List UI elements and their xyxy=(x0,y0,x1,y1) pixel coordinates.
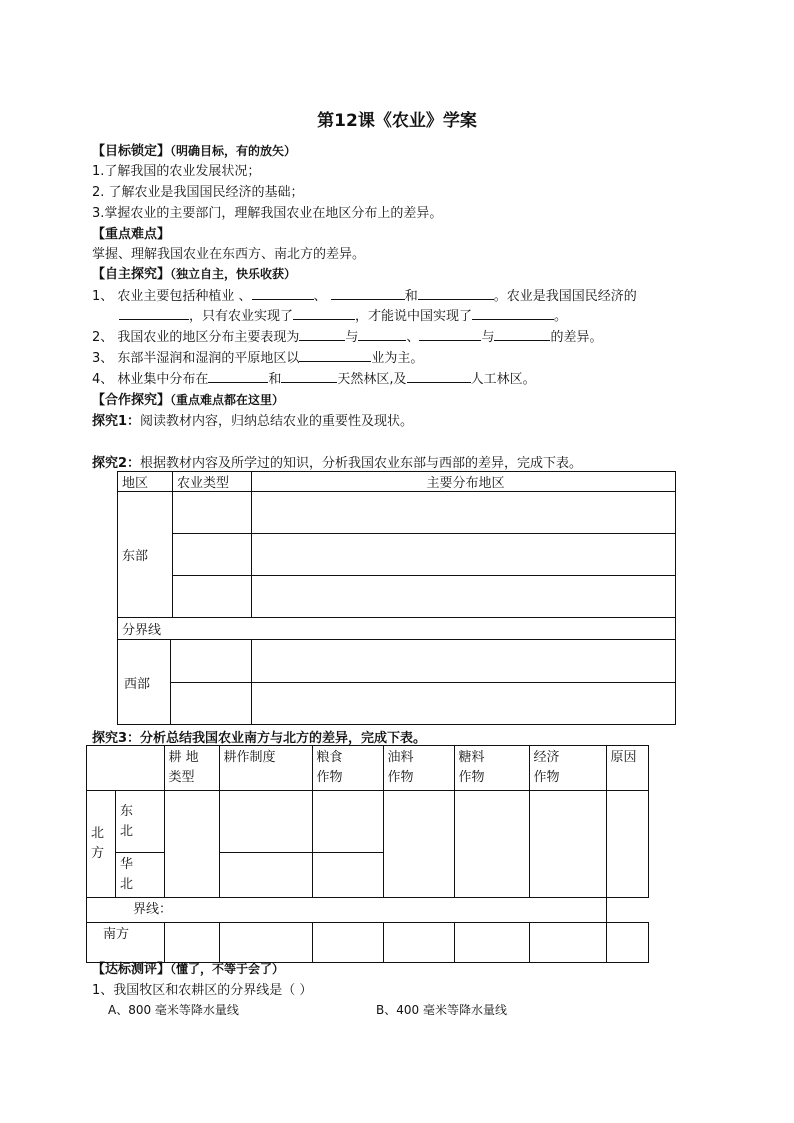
header-cash-crop: 经济 作物 xyxy=(529,746,606,791)
q2-blank-1[interactable] xyxy=(299,329,345,341)
east-area-3[interactable] xyxy=(252,576,676,618)
cell-west: 西部 xyxy=(118,640,171,724)
west-area-2[interactable] xyxy=(252,682,676,724)
question-1-line-2 xyxy=(119,305,567,324)
header-main-area: 主要分布地区 xyxy=(252,472,676,492)
west-subtable xyxy=(118,640,675,724)
cell-northeast: 东 北 xyxy=(116,791,165,853)
header-sugar-crop: 糖料 作物 xyxy=(454,746,529,791)
goal-heading xyxy=(92,140,296,159)
west-type-1[interactable] xyxy=(171,640,252,682)
header-farming-system: 耕作制度 xyxy=(219,746,312,791)
coop-heading-label: 【合作探究】 xyxy=(92,393,171,408)
q4-blank-1[interactable] xyxy=(208,371,268,383)
northeast-farming[interactable] xyxy=(219,791,312,853)
q2-text-a: 2、 我国农业的地区分布主要表现为 xyxy=(92,330,300,345)
q2-text-d: 与 xyxy=(481,330,495,345)
q3-text-a: 3、 东部半湿润和湿润的平原地区以 xyxy=(92,351,300,366)
explore-3: 探究3：分析总结我国农业南方与北方的差异，完成下表。 xyxy=(92,731,427,746)
header-region: 地区 xyxy=(118,472,173,492)
test-question-1: 1、我国牧区和农耕区的分界线是（ ） xyxy=(92,983,313,998)
cell-north: 北 方 xyxy=(87,791,116,898)
test-option-a[interactable]: A、800 毫米等降水量线 xyxy=(108,1003,239,1017)
east-type-2[interactable] xyxy=(173,534,252,576)
q3-text-b: 业为主。 xyxy=(371,351,424,366)
q4-blank-3[interactable] xyxy=(407,371,471,383)
self-heading xyxy=(92,263,296,282)
coop-heading xyxy=(92,389,284,408)
north-reason[interactable] xyxy=(606,791,648,898)
header-reason: 原因 xyxy=(606,746,648,791)
goal-item-3: 3.掌握农业的主要部门，理解我国农业在地区分布上的差异。 xyxy=(92,206,443,221)
south-reason[interactable] xyxy=(606,923,648,963)
east-type-1[interactable] xyxy=(173,492,252,534)
q1-blank-3[interactable] xyxy=(418,288,494,300)
huabei-farming[interactable] xyxy=(219,853,312,898)
test-heading xyxy=(92,958,284,977)
explore-2-text: 根据教材内容及所学过的知识，分析我国农业东部与西部的差异，完成下表。 xyxy=(140,456,583,471)
goal-item-1: 1.了解我国的农业发展状况； xyxy=(92,164,261,179)
q1-blank-1[interactable] xyxy=(252,288,314,300)
north-oil[interactable] xyxy=(383,791,454,898)
q1-text-e: ，只有农业实现了 xyxy=(189,309,294,324)
cell-huabei: 华 北 xyxy=(116,853,165,898)
northeast-grain[interactable] xyxy=(312,791,383,853)
east-area-1[interactable] xyxy=(252,492,676,534)
goal-item-2: 2. 了解农业是我国国民经济的基础； xyxy=(92,185,304,200)
west-area-1[interactable] xyxy=(252,640,676,682)
cell-boundary-line: 界线： xyxy=(87,898,607,923)
q3-blank-1[interactable] xyxy=(299,350,371,362)
q2-text-c: 、 xyxy=(406,330,420,345)
q1-text-d: 。农业是我国国民经济的 xyxy=(493,289,637,304)
north-land-type[interactable] xyxy=(164,791,219,898)
header-blank xyxy=(87,746,165,791)
huabei-grain[interactable] xyxy=(312,853,383,898)
question-2 xyxy=(92,326,602,345)
q1-text-b: 、 xyxy=(313,289,327,304)
q4-text-b: 和 xyxy=(268,372,282,387)
west-section xyxy=(118,640,676,725)
key-heading: 【重点难点】 xyxy=(92,227,171,242)
q2-blank-3[interactable] xyxy=(419,329,481,341)
explore-1-label: 探究1： xyxy=(92,414,141,429)
south-farming[interactable] xyxy=(219,923,312,963)
q2-blank-4[interactable] xyxy=(494,329,550,341)
south-sugar[interactable] xyxy=(454,923,529,963)
explore-1-text: 阅读教材内容，归纳总结农业的重要性及现状。 xyxy=(140,414,414,429)
north-sugar[interactable] xyxy=(454,791,529,898)
key-text: 掌握、理解我国农业在东西方、南北方的差异。 xyxy=(92,247,366,262)
q1-text-c: 和 xyxy=(404,289,418,304)
east-type-3[interactable] xyxy=(173,576,252,618)
q1-text-f: ，才能说中国实现了 xyxy=(355,309,473,324)
q2-text-e: 的差异。 xyxy=(550,330,603,345)
cell-south: 南方 xyxy=(87,923,165,963)
south-cash[interactable] xyxy=(529,923,606,963)
q4-text-c: 天然林区,及 xyxy=(337,372,407,387)
coop-heading-note: （重点难点都在这里） xyxy=(170,393,285,407)
self-heading-label: 【自主探究】 xyxy=(92,267,171,282)
west-type-2[interactable] xyxy=(171,682,252,724)
cell-east: 东部 xyxy=(118,492,173,618)
test-heading-label: 【达标测评】 xyxy=(92,962,171,977)
header-oil-crop: 油料 作物 xyxy=(383,746,454,791)
page-title: 第12课《农业》学案 xyxy=(317,111,477,131)
goal-heading-label: 【目标锁定】 xyxy=(92,144,171,159)
question-1-line-1 xyxy=(92,285,637,304)
south-oil[interactable] xyxy=(383,923,454,963)
north-south-table xyxy=(86,745,649,963)
explore-2 xyxy=(92,452,582,471)
south-land-type[interactable] xyxy=(164,923,219,963)
q4-text-a: 4、 林业集中分布在 xyxy=(92,372,209,387)
q1-text-g: 。 xyxy=(554,309,568,324)
self-heading-note: （独立自主，快乐收获） xyxy=(170,267,297,281)
header-land-type: 耕 地 类型 xyxy=(164,746,219,791)
explore-1 xyxy=(92,410,413,429)
east-area-2[interactable] xyxy=(252,534,676,576)
east-west-table xyxy=(117,471,676,725)
q2-text-b: 与 xyxy=(345,330,359,345)
south-grain[interactable] xyxy=(312,923,383,963)
q1-blank-6[interactable] xyxy=(472,308,554,320)
q4-text-d: 人工林区。 xyxy=(470,372,536,387)
q1-blank-5[interactable] xyxy=(293,308,355,320)
q4-blank-2[interactable] xyxy=(281,371,337,383)
q1-text-a: 1、 农业主要包括种植业 、 xyxy=(92,289,252,304)
boundary-gap xyxy=(606,898,648,923)
explore-2-label: 探究2： xyxy=(92,456,141,471)
test-option-b[interactable]: B、400 毫米等降水量线 xyxy=(376,1003,507,1017)
north-cash[interactable] xyxy=(529,791,606,898)
question-3 xyxy=(92,347,423,366)
test-heading-note: （懂了，不等于会了） xyxy=(170,962,285,976)
q2-blank-2[interactable] xyxy=(358,329,406,341)
q1-blank-4[interactable] xyxy=(119,308,189,320)
header-grain-crop: 粮食 作物 xyxy=(312,746,383,791)
header-agri-type: 农业类型 xyxy=(173,472,252,492)
cell-boundary: 分界线 xyxy=(118,618,676,640)
q1-blank-2[interactable] xyxy=(331,288,405,300)
goal-heading-note: （明确目标，有的放矢） xyxy=(170,144,297,158)
question-4 xyxy=(92,368,536,387)
